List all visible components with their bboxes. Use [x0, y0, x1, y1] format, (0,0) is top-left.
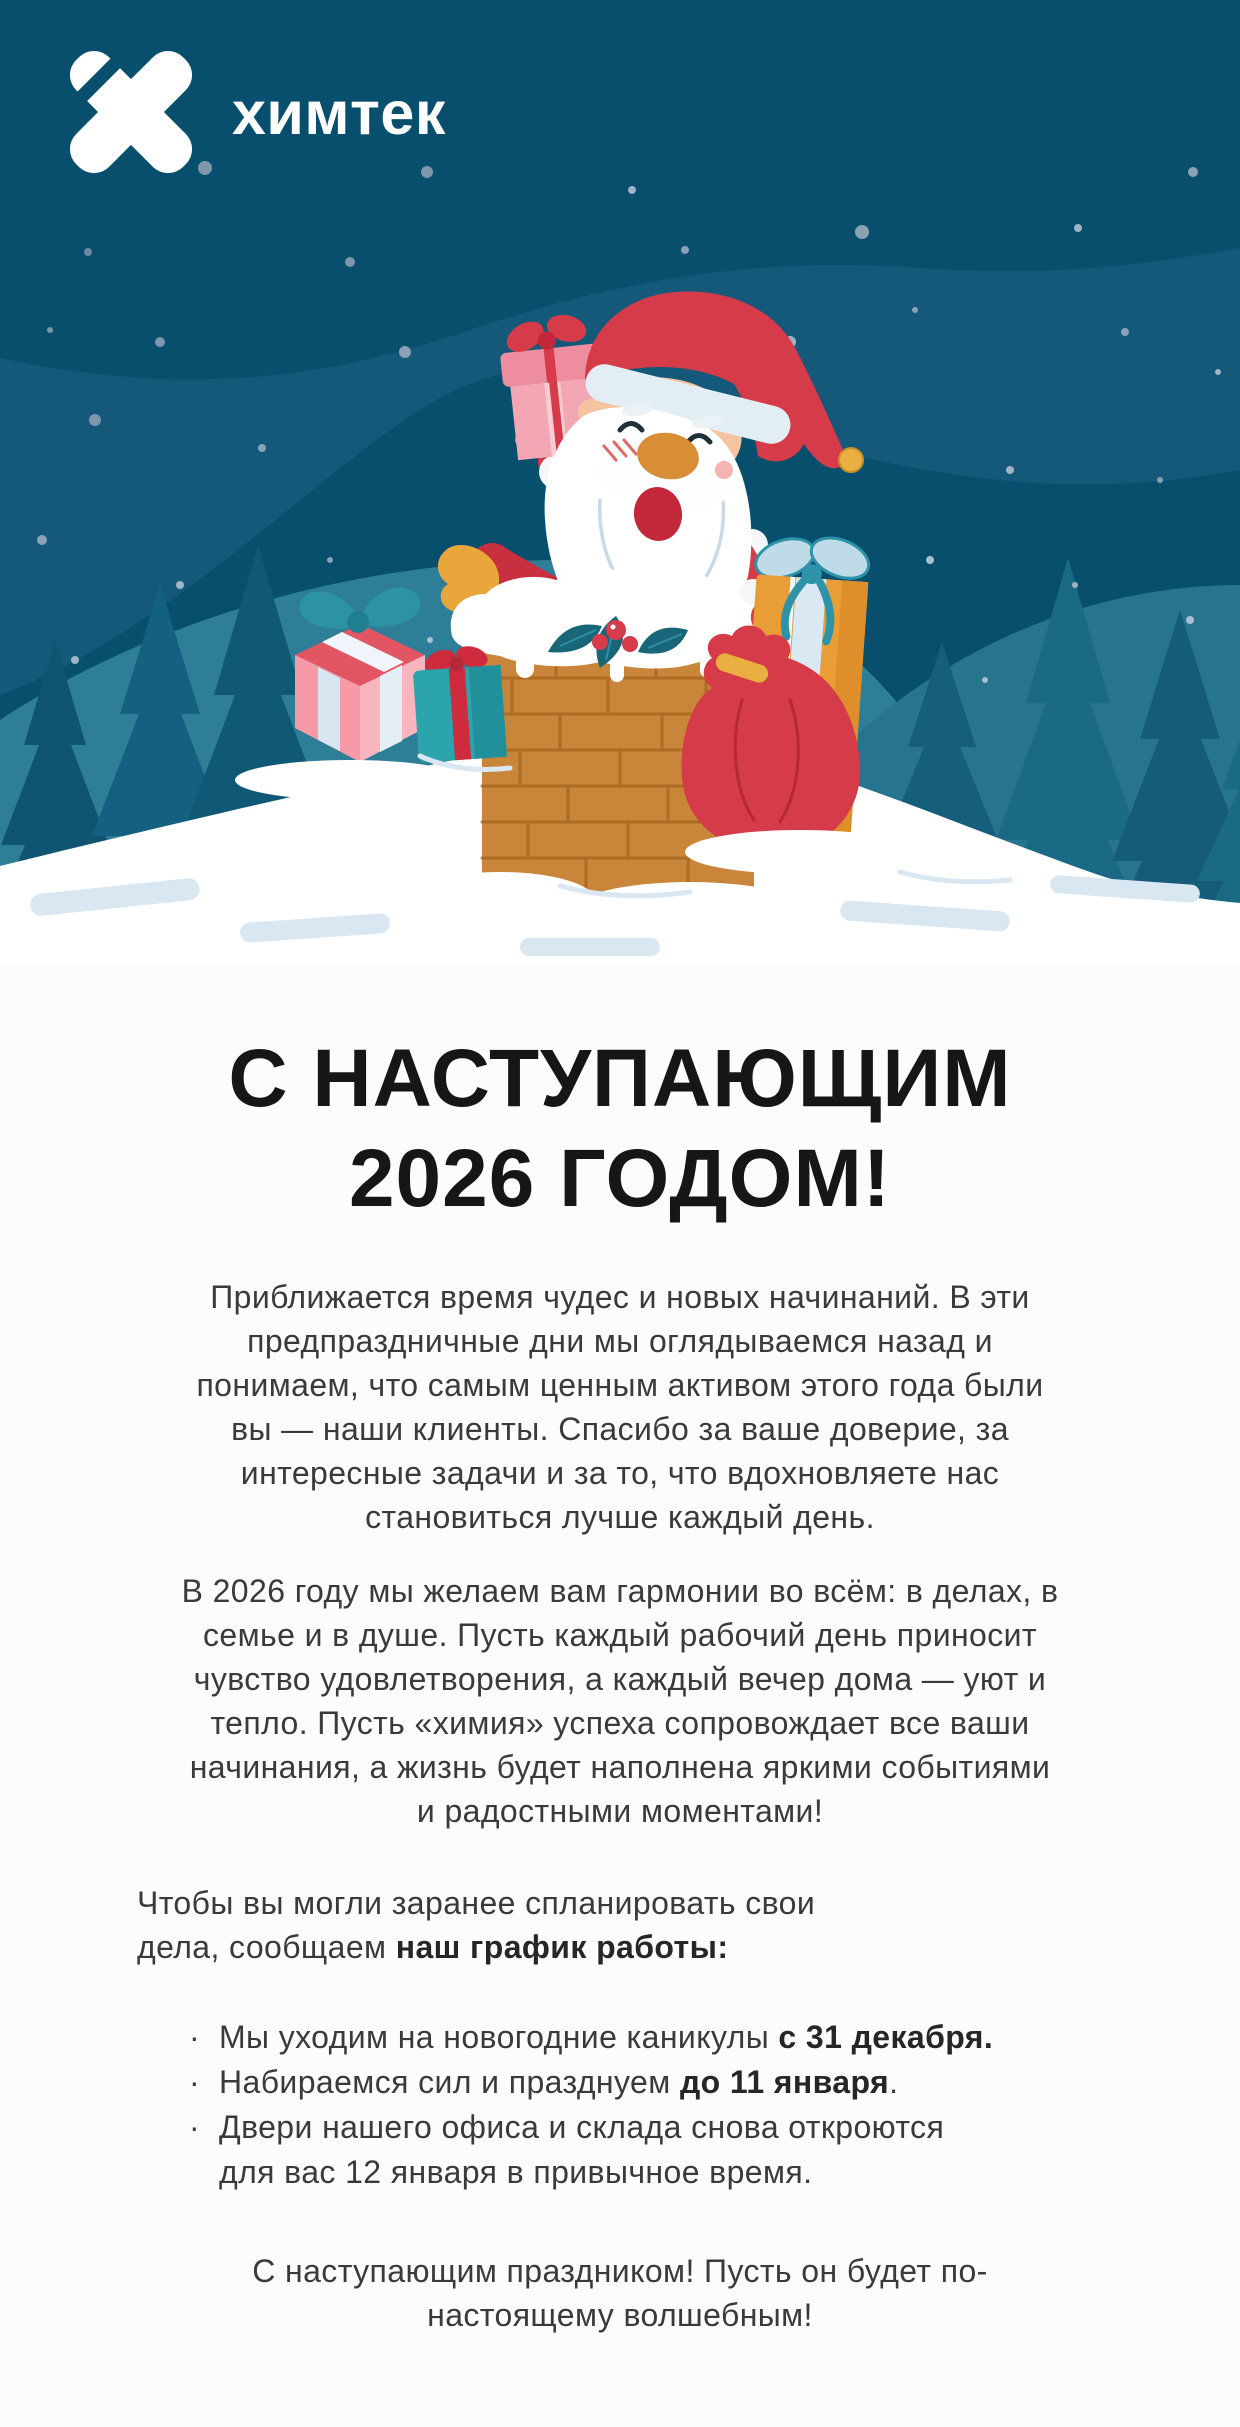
- brand-name: химтек: [232, 78, 446, 147]
- schedule-intro-line1: Чтобы вы могли заранее спланировать свои: [137, 1885, 816, 1921]
- bullet-icon: ·: [189, 2064, 201, 2100]
- bullet-icon: ·: [189, 2109, 201, 2145]
- holly-berry: [606, 620, 626, 640]
- snow-drip: [516, 648, 534, 678]
- schedule-intro: [137, 1881, 1122, 1969]
- santa-blush-right: [715, 461, 733, 479]
- paragraph-retrospective: Приближается время чудес и новых начинаний. В эти предпраздничные дни мы оглядываемся назад и понимаем, что самым ценным активом этого года были вы — наши клиенты. Спасибо за ваше доверие, за интересные задачи и за то, что вдохновляете нас становиться лучше каждый день.: [196, 1279, 1044, 1535]
- gift-box-pink-striped: [295, 588, 425, 762]
- closing-message: С наступающим праздником! Пусть он будет по-настоящему волшебным!: [252, 2253, 988, 2333]
- hero-illustration: [0, 0, 1240, 965]
- work-schedule-section: [137, 1881, 1122, 2195]
- santa-hat-bell: [839, 448, 863, 472]
- schedule-item-vacation-end: · Набираемся сил и празднуем до 11 января.: [137, 2060, 1122, 2105]
- bullet-icon: ·: [189, 2019, 201, 2055]
- bow-knot: [347, 611, 369, 633]
- schedule-item-vacation-start: · Мы уходим на новогодние каникулы с 31 декабря.: [137, 2015, 1122, 2060]
- title-line-1: С НАСТУПАЮЩИМ: [228, 1033, 1012, 1124]
- holly-berry: [622, 636, 638, 652]
- schedule-intro-line2: дела, сообщаем: [137, 1929, 396, 1965]
- brand-logo[interactable]: [62, 50, 446, 176]
- paragraph-wishes: В 2026 году мы желаем вам гармонии во всём: в делах, в семье и в душе. Пусть каждый рабочий день приносит чувство удовлетворения, а каждый вечер дома — уют и тепло. Пусть «химия» успеха сопровождает все ваши начинания, а жизнь будет наполнена яркими событиями и радостными моментами!: [181, 1573, 1059, 1829]
- schedule-intro-bold: наш график работы:: [395, 1929, 729, 1965]
- snow-drip: [610, 660, 624, 682]
- page-title: [0, 1029, 1240, 1229]
- holly-berry: [592, 634, 608, 650]
- schedule-list: [137, 2015, 1122, 2195]
- greeting-content: [0, 965, 1240, 2379]
- title-line-2: 2026 ГОДОМ!: [348, 1133, 892, 1224]
- schedule-item-reopening: · Двери нашего офиса и склада снова откроются для вас 12 января в привычное время.: [137, 2105, 1122, 2195]
- brand-x-icon: [62, 50, 200, 176]
